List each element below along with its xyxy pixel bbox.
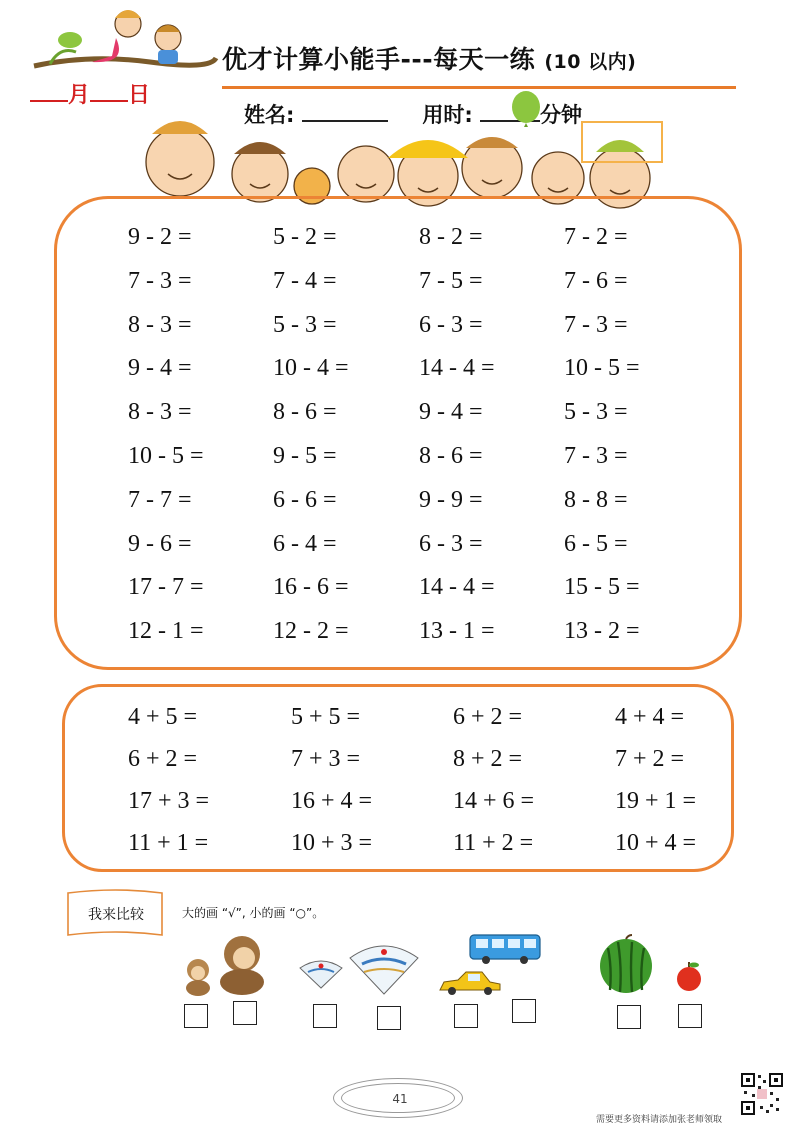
math-problem: 9 - 4 =	[128, 355, 192, 382]
big-fan-icon	[348, 942, 420, 996]
math-problem: 17 + 3 =	[128, 788, 210, 814]
qr-code-icon	[740, 1072, 784, 1116]
math-problem: 11 + 1 =	[128, 830, 209, 856]
math-problem: 8 - 6 =	[419, 443, 483, 469]
month-label: 月	[68, 83, 91, 108]
big-monkey-icon	[214, 932, 272, 996]
math-problem: 15 - 5 =	[564, 574, 640, 601]
math-problem: 11 + 2 =	[453, 830, 534, 856]
page-number: 41	[392, 1092, 408, 1106]
math-problem: 5 - 2 =	[273, 224, 337, 250]
math-problem: 10 - 4 =	[273, 355, 349, 382]
answer-box-big-monkey[interactable]	[233, 1001, 257, 1025]
math-problem: 6 - 3 =	[419, 530, 483, 557]
math-problem: 7 - 2 =	[564, 224, 628, 250]
math-problem: 10 + 3 =	[291, 830, 373, 856]
math-problem: 13 - 2 =	[564, 618, 640, 645]
math-problem: 9 - 6 =	[128, 530, 192, 557]
math-problem: 6 - 4 =	[273, 530, 337, 557]
small-fan-icon	[298, 958, 344, 990]
math-problem: 8 - 8 =	[564, 486, 628, 513]
answer-box-bus[interactable]	[512, 999, 536, 1023]
name-label: 姓名:	[244, 103, 295, 127]
math-problem: 7 + 3 =	[291, 746, 361, 772]
math-problem: 9 - 5 =	[273, 443, 337, 469]
month-blank[interactable]	[30, 80, 68, 102]
title-underline	[222, 86, 736, 89]
math-problem: 5 - 3 =	[564, 399, 628, 426]
footer-note: 需要更多资料请添加张老师领取	[596, 1115, 723, 1125]
answer-box-big-fan[interactable]	[377, 1006, 401, 1030]
watermelon-icon	[598, 934, 654, 994]
small-monkey-icon	[180, 956, 216, 996]
compare-tag-label: 我来比较	[88, 907, 144, 923]
math-problem: 7 - 6 =	[564, 267, 628, 294]
worksheet-title: 优才计算小能手---每天一练 (10 以内)	[222, 45, 637, 74]
math-problem: 14 - 4 =	[419, 355, 495, 382]
math-problem: 7 - 7 =	[128, 486, 192, 513]
math-problem: 7 - 4 =	[273, 267, 337, 294]
math-problem: 7 - 3 =	[564, 311, 628, 338]
day-label: 日	[128, 83, 151, 108]
compare-instruction: 大的画 “√”, 小的画 “○”。	[182, 906, 325, 920]
math-problem: 7 - 5 =	[419, 267, 483, 294]
math-problem: 6 - 6 =	[273, 486, 337, 513]
math-problem: 10 - 5 =	[128, 443, 204, 469]
math-problem: 17 - 7 =	[128, 574, 204, 601]
day-blank[interactable]	[90, 80, 128, 102]
math-problem: 7 - 3 =	[128, 267, 192, 294]
answer-box-apple[interactable]	[678, 1004, 702, 1028]
math-problem: 12 - 2 =	[273, 618, 349, 645]
math-problem: 8 - 2 =	[419, 224, 483, 250]
math-problem: 14 + 6 =	[453, 788, 535, 814]
answer-box-watermelon[interactable]	[617, 1005, 641, 1029]
math-problem: 10 + 4 =	[615, 830, 697, 856]
math-problem: 6 + 2 =	[128, 746, 198, 772]
time-label: 用时:	[422, 103, 473, 127]
kids-on-branch-illustration	[30, 4, 220, 82]
math-problem: 7 + 2 =	[615, 746, 685, 772]
math-problem: 9 - 4 =	[419, 399, 483, 426]
math-problem: 6 + 2 =	[453, 704, 523, 730]
bus-icon	[468, 932, 542, 966]
math-problem: 5 + 5 =	[291, 704, 361, 730]
math-problem: 5 - 3 =	[273, 311, 337, 338]
math-problem: 19 + 1 =	[615, 788, 697, 814]
math-problem: 7 - 3 =	[564, 443, 628, 469]
answer-box-small-monkey[interactable]	[184, 1004, 208, 1028]
math-problem: 8 - 3 =	[128, 399, 192, 426]
answer-box-small-fan[interactable]	[313, 1004, 337, 1028]
math-problem: 16 + 4 =	[291, 788, 373, 814]
math-problem: 6 - 5 =	[564, 530, 628, 557]
math-problem: 8 + 2 =	[453, 746, 523, 772]
time-unit: 分钟	[540, 103, 583, 127]
date-field	[30, 78, 150, 109]
title-range: (10 以内)	[544, 51, 637, 73]
math-problem: 8 - 3 =	[128, 311, 192, 338]
math-problem: 14 - 4 =	[419, 574, 495, 601]
math-problem: 4 + 4 =	[615, 704, 685, 730]
answer-box-car[interactable]	[454, 1004, 478, 1028]
math-problem: 13 - 1 =	[419, 618, 495, 645]
math-problem: 6 - 3 =	[419, 311, 483, 338]
math-problem: 9 - 9 =	[419, 486, 483, 513]
math-problem: 10 - 5 =	[564, 355, 640, 382]
math-problem: 8 - 6 =	[273, 399, 337, 426]
apple-icon	[674, 960, 704, 992]
math-problem: 16 - 6 =	[273, 574, 349, 601]
car-icon	[436, 970, 504, 998]
math-problem: 4 + 5 =	[128, 704, 198, 730]
math-problem: 9 - 2 =	[128, 224, 192, 250]
math-problem: 12 - 1 =	[128, 618, 204, 645]
